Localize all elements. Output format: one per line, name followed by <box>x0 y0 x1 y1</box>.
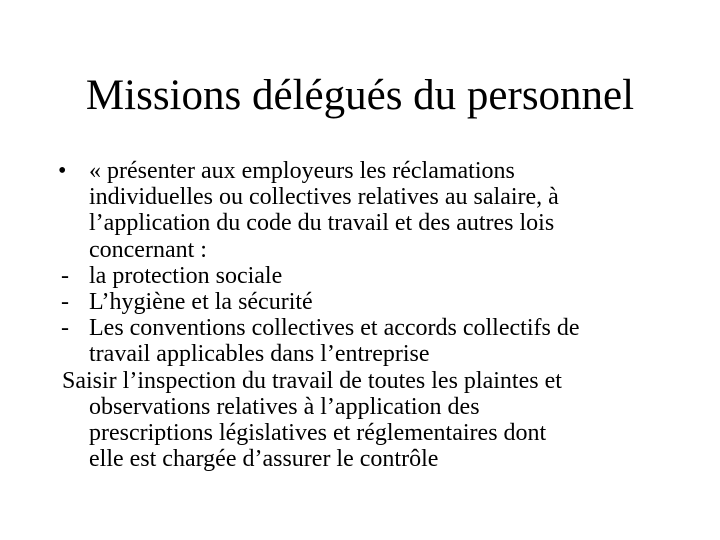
paragraph-line: elle est chargée d’assurer le contrôle <box>89 446 439 473</box>
paragraph-line: observations relatives à l’application des <box>89 393 480 420</box>
dash-item-line: la protection sociale <box>89 262 283 289</box>
dash-item <box>62 263 702 289</box>
dash-item-line: L’hygiène et la sécurité <box>89 289 313 316</box>
slide-body <box>58 158 702 473</box>
slide-title: Missions délégués du personnel <box>85 72 635 119</box>
paragraph <box>62 368 702 473</box>
dash-marker: - <box>61 289 69 316</box>
paragraph-line: Saisir l’inspection du travail de toutes les plaintes et <box>62 367 562 394</box>
dash-marker: - <box>61 262 69 289</box>
bullet-marker: • <box>58 158 67 184</box>
dash-marker: - <box>61 315 69 342</box>
dash-item-line: travail applicables dans l’entreprise <box>89 341 430 368</box>
dash-item-line: Les conventions collectives et accords collectifs de <box>89 315 580 342</box>
bullet-line: l’application du code du travail et des autres lois <box>89 210 555 237</box>
paragraph-line: prescriptions législatives et réglementaires dont <box>89 420 547 447</box>
bullet-line: concernant : <box>89 236 207 263</box>
bullet-line: individuelles ou collectives relatives au salaire, à <box>89 184 559 211</box>
dash-item <box>62 315 702 367</box>
bullet-line: « présenter aux employeurs les réclamations <box>89 158 515 184</box>
bullet-item <box>58 158 702 263</box>
dash-item <box>62 289 702 315</box>
